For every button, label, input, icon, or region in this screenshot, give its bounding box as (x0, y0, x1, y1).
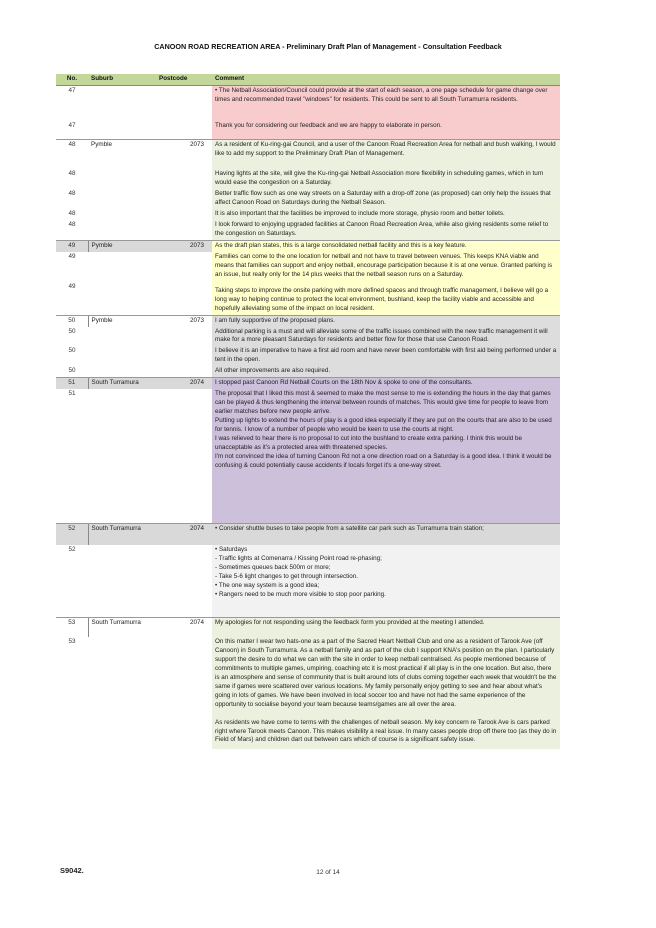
row-suburb (88, 209, 156, 220)
row-suburb (88, 281, 156, 315)
page-number: 12 of 14 (316, 869, 340, 876)
row-comment: I believe it is an imperative to have a first aid room and have never been comfortable with first aid being performed under a tent in the open. (212, 346, 560, 366)
row-postcode (156, 346, 212, 366)
row-postcode (156, 252, 212, 281)
row-no: 50 (56, 366, 88, 377)
row-comment: I am fully supportive of the proposed plans. (212, 315, 560, 326)
col-header-comment: Comment (212, 74, 560, 85)
table-row (56, 523, 560, 545)
table-row (56, 209, 560, 220)
row-suburb (88, 252, 156, 281)
table-row (56, 252, 560, 281)
row-no: 53 (56, 617, 88, 637)
row-no: 48 (56, 209, 88, 220)
row-comment: • Saturdays - Traffic lights at Comenarra / Kissing Point road re-phasing; - Sometimes queues back 500m or more; - Take 5-6 light changes to get through intersection. • The one way system is a good idea; • Rangers need to be much more visible to stop poor parking. (212, 545, 560, 617)
row-suburb (88, 85, 156, 121)
row-postcode: 2073 (156, 241, 212, 252)
row-no: 50 (56, 327, 88, 347)
table-row (56, 637, 560, 749)
row-suburb (88, 327, 156, 347)
row-no: 48 (56, 220, 88, 240)
row-comment: I look forward to enjoying upgraded facilities at Canoon Road Recreation Area, while also giving residents some relief to the congestion on Saturdays. (212, 220, 560, 240)
row-no: 51 (68, 390, 76, 398)
row-no: 50 (56, 315, 88, 326)
table-row (56, 378, 560, 389)
table-row (56, 315, 560, 326)
row-postcode (156, 121, 212, 139)
row-suburb (88, 637, 156, 749)
row-no: 47 (68, 122, 76, 130)
col-header-no: No. (56, 74, 88, 85)
row-no: 49 (56, 241, 88, 252)
row-postcode (156, 366, 212, 377)
row-no: 49 (68, 252, 76, 260)
row-suburb (88, 169, 156, 189)
row-comment: As the draft plan states, this is a large consolidated netball facility and this is a key feature. (212, 241, 560, 252)
row-postcode: 2074 (156, 378, 212, 389)
row-postcode (156, 545, 212, 617)
table-row (56, 139, 560, 169)
row-no: 52 (56, 523, 88, 545)
row-comment: Families can come to the one location for netball and not have to travel between venues. This keeps KNA viable and means that families can support and enjoy netball, encourage participation because it is at one venue. Granted parking is an issue, but really only for the 14 plus weeks that the netball season runs on a Saturday. (212, 252, 560, 281)
row-postcode (156, 189, 212, 209)
row-comment: My apologies for not responding using the feedback form you provided at the meeting I attended. (212, 617, 560, 637)
row-no: 48 (56, 169, 88, 189)
table-row (56, 617, 560, 637)
row-comment: As a resident of Ku-ring-gai Council, and a user of the Canoon Road Recreation Area for netball and bush walking, I would like to add my support to the Preliminary Draft Plan of Management. (212, 139, 560, 169)
row-comment: The proposal that I liked this most & seemed to make the most sense to me is extending the hours in the day that games can be played & thus lengthening the interval between rounds of matches. This would give time for people to leave from earlier matches before new people arrive. Putting up lights to extend the hours of play is a good idea especially if they are put on the courts that are also to be used for tennis. I know of a number of people who would be keen to use the courts at night. I was relieved to hear there is no proposal to cut into the bushland to create extra parking. I think this would be unacceptable as it's a protected area with threatened species. I'm not convinced the idea of turning Canoon Rd not a one direction road on a Saturday is a good idea. I think it would be confusing & could potentially cause accidents if locals forget it's a one-way street. (212, 389, 560, 523)
row-no: 48 (56, 189, 88, 209)
table-row (56, 169, 560, 189)
col-header-suburb: Suburb (88, 74, 156, 85)
row-postcode: 2074 (156, 523, 212, 545)
table-row (56, 85, 560, 121)
table-row (56, 121, 560, 139)
page-title: CANOON ROAD RECREATION AREA - Preliminary Draft Plan of Management - Consultation Feedback (154, 42, 502, 51)
row-postcode (156, 169, 212, 189)
row-comment: I stopped past Canoon Rd Netball Courts on the 18th Nov & spoke to one of the consultants. (212, 378, 560, 389)
row-suburb (88, 366, 156, 377)
row-postcode (156, 637, 212, 749)
row-comment: Additional parking is a must and will alleviate some of the traffic issues combined with the new traffic management it will make for a more pleasant Saturdays for residents and better flow for those that use Canoon Road. (212, 327, 560, 347)
row-suburb: Pymble (88, 315, 156, 326)
row-suburb: Pymble (88, 241, 156, 252)
row-postcode (156, 85, 212, 121)
row-comment: All other improvements are also required. (212, 366, 560, 377)
row-suburb (88, 389, 156, 523)
table-row (56, 281, 560, 315)
col-header-postcode: Postcode (156, 74, 212, 85)
row-comment: Thank you for considering our feedback and we are happy to elaborate in person. (212, 121, 560, 139)
row-postcode: 2073 (156, 139, 212, 169)
row-postcode (156, 389, 212, 523)
row-postcode (156, 209, 212, 220)
row-suburb: South Turramurra (88, 523, 156, 545)
row-comment: On this matter I wear two hats-one as a part of the Sacred Heart Netball Club and one as a resident of Tarook Ave (off Canoon) in South Turramurra. As a netball family and as part of the club I support KNA's position on the plan. I particularly support the desire to do what we can with the site in order to keep netball centralised. As people mentioned because of commitments to multiple games, umpiring, coaching etc it is most practical if all play is in the one location. But also, there is an atmosphere and sense of community that is built around lots of clubs coming together each week that wouldn't be the same if games were scattered over various locations. My family personally enjoy getting to see and hear about what's going in lots of games. We have been involved in local soccer too and have not had the same experience of the opportunity to socialise beyond your team because teams/games are all over the area. As residents we have come to terms with the challenges of netball season. My key concern re Tarook Ave is cars parked right where Tarook meets Canoon. This makes visibility a real issue. In many cases people drop off there too (as they do in Field of Mars) and children dart out between cars which of course is a significant safety issue. (212, 637, 560, 749)
row-postcode: 2073 (156, 315, 212, 326)
table-row (56, 241, 560, 252)
row-comment: It is also important that the facilities be improved to include more storage, physio room and better toilets. (212, 209, 560, 220)
row-suburb (88, 121, 156, 139)
row-suburb: Pymble (88, 139, 156, 169)
row-comment: Taking steps to improve the onsite parking with more defined spaces and through traffic management, I believe will go a long way to helping continue to protect the local environment, bushland, keep the facility viable and accessible and hopefully alleviating some of the impact on local resident. (212, 281, 560, 315)
row-no: 53 (56, 637, 88, 749)
table-row (56, 327, 560, 347)
row-comment: • Consider shuttle buses to take people from a satellite car park such as Turramurra train station; (212, 523, 560, 545)
table-row (56, 189, 560, 209)
row-comment: Having lights at the site, will give the Ku-ring-gai Netball Association more flexibility in scheduling games, which in turn would ease the congestion on a Saturday. (212, 169, 560, 189)
table-row (56, 366, 560, 377)
table-row (56, 346, 560, 366)
table-header-row (56, 74, 560, 85)
row-no: 47 (68, 86, 76, 94)
row-no: 49 (68, 282, 76, 290)
row-no: 51 (56, 378, 88, 389)
row-suburb (88, 220, 156, 240)
row-suburb (88, 346, 156, 366)
row-suburb (88, 545, 156, 617)
row-comment: Better traffic flow such as one way streets on a Saturday with a drop-off zone (as proposed) can only help the issues that affect Canoon Road on Saturdays during the Netball Season. (212, 189, 560, 209)
row-no: 50 (56, 346, 88, 366)
row-no: 48 (56, 139, 88, 169)
document-id: S9042. (60, 866, 84, 875)
row-suburb: South Turramurra (88, 617, 156, 637)
row-suburb: South Turramura (88, 378, 156, 389)
row-postcode (156, 220, 212, 240)
table-row (56, 389, 560, 523)
row-postcode: 2074 (156, 617, 212, 637)
row-postcode (156, 281, 212, 315)
row-suburb (88, 189, 156, 209)
row-comment: • The Netball Association/Council could provide at the start of each season, a one page schedule for game change over times and recommended travel "windows" for residents. This could be sent to all South Turramurra residents. (212, 85, 560, 121)
table-row (56, 545, 560, 617)
feedback-table (56, 74, 560, 749)
table-row (56, 220, 560, 240)
row-no: 52 (68, 546, 76, 554)
row-postcode (156, 327, 212, 347)
